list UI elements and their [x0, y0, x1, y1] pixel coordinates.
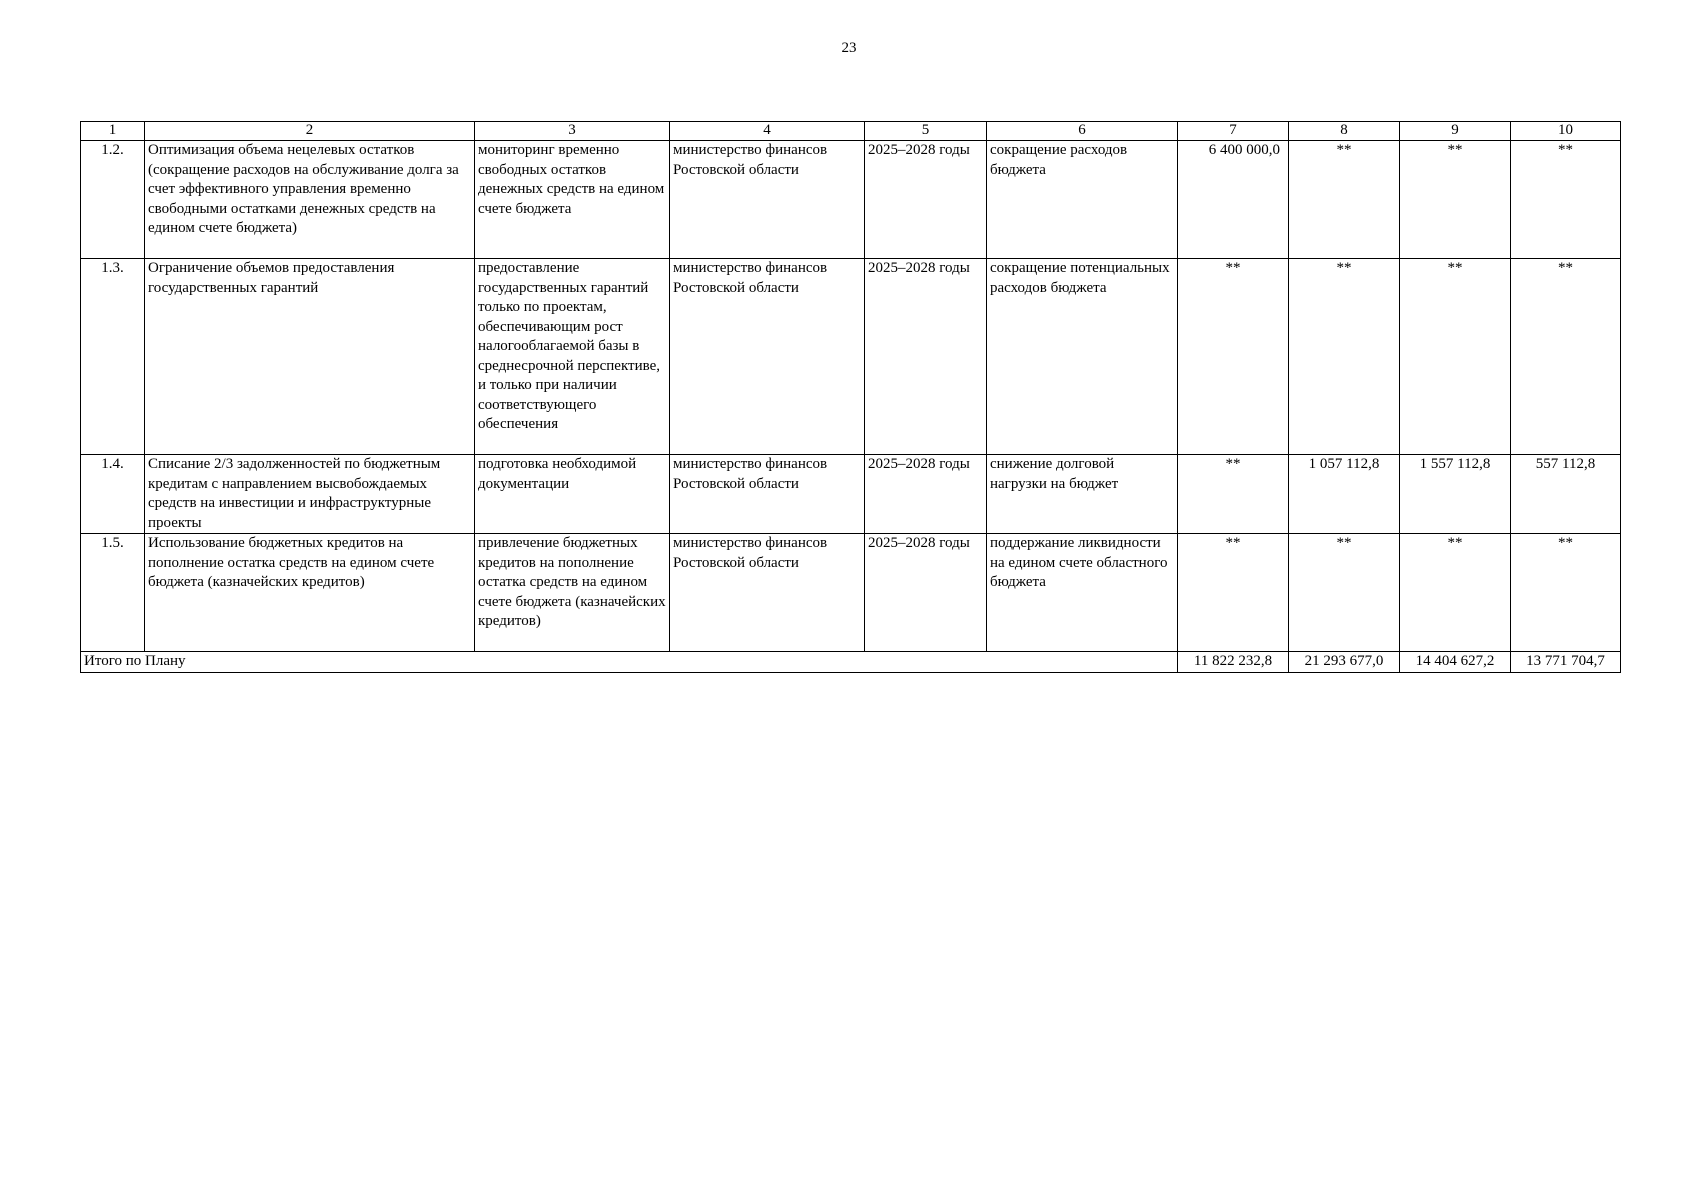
mechanism-cell: предоставление государственных гарантий только по проектам, обеспечивающим рост налогооблагаемой базы в среднесрочной перспективе, и только при наличии соответствующего обеспечения	[475, 259, 670, 455]
row-number: 1.2.	[81, 141, 145, 259]
value-cell-9: **	[1400, 534, 1511, 652]
value-cell-9: 1 557 112,8	[1400, 455, 1511, 534]
measure-cell: Ограничение объемов предоставления государственных гарантий	[145, 259, 475, 455]
table-row	[81, 534, 1621, 652]
column-number: 8	[1289, 122, 1400, 141]
column-number: 6	[987, 122, 1178, 141]
value-cell-10: **	[1511, 534, 1621, 652]
column-number: 9	[1400, 122, 1511, 141]
column-number: 2	[145, 122, 475, 141]
value-cell-9: **	[1400, 141, 1511, 259]
result-cell: поддержание ликвидности на едином счете областного бюджета	[987, 534, 1178, 652]
row-number: 1.4.	[81, 455, 145, 534]
column-number: 4	[670, 122, 865, 141]
total-row	[81, 652, 1621, 673]
column-number: 3	[475, 122, 670, 141]
value-cell-7: **	[1178, 455, 1289, 534]
value-cell-8: **	[1289, 534, 1400, 652]
measures-table	[80, 121, 1621, 673]
total-value-8: 21 293 677,0	[1289, 652, 1400, 673]
value-cell-10: **	[1511, 141, 1621, 259]
value-cell-8: **	[1289, 141, 1400, 259]
result-cell: сокращение потенциальных расходов бюджета	[987, 259, 1178, 455]
value-cell-10: **	[1511, 259, 1621, 455]
mechanism-cell: привлечение бюджетных кредитов на пополнение остатка средств на едином счете бюджета (казначейских кредитов)	[475, 534, 670, 652]
measure-cell: Оптимизация объема нецелевых остатков (сокращение расходов на обслуживание долга за счет эффективного управления временно свободными остатками денежных средств на едином счете бюджета)	[145, 141, 475, 259]
table-row	[81, 141, 1621, 259]
value-cell-9: **	[1400, 259, 1511, 455]
value-cell-7: 6 400 000,0	[1178, 141, 1289, 259]
value-cell-10: 557 112,8	[1511, 455, 1621, 534]
responsible-cell: министерство финансов Ростовской области	[670, 534, 865, 652]
period-cell: 2025–2028 годы	[865, 259, 987, 455]
responsible-cell: министерство финансов Ростовской области	[670, 259, 865, 455]
table-row	[81, 259, 1621, 455]
period-cell: 2025–2028 годы	[865, 455, 987, 534]
measure-cell: Списание 2/3 задолженностей по бюджетным кредитам с направлением высвобождаемых средств на инвестиции и инфраструктурные проекты	[145, 455, 475, 534]
total-label: Итого по Плану	[81, 652, 1178, 673]
mechanism-cell: подготовка необходимой документации	[475, 455, 670, 534]
value-cell-7: **	[1178, 259, 1289, 455]
row-number: 1.5.	[81, 534, 145, 652]
page-number: 23	[841, 40, 857, 56]
value-cell-7: **	[1178, 534, 1289, 652]
responsible-cell: министерство финансов Ростовской области	[670, 141, 865, 259]
period-cell: 2025–2028 годы	[865, 141, 987, 259]
row-number: 1.3.	[81, 259, 145, 455]
column-number: 1	[81, 122, 145, 141]
result-cell: сокращение расходов бюджета	[987, 141, 1178, 259]
value-cell-8: 1 057 112,8	[1289, 455, 1400, 534]
column-number: 5	[865, 122, 987, 141]
result-cell: снижение долговой нагрузки на бюджет	[987, 455, 1178, 534]
table-row	[81, 455, 1621, 534]
period-cell: 2025–2028 годы	[865, 534, 987, 652]
value-cell-8: **	[1289, 259, 1400, 455]
responsible-cell: министерство финансов Ростовской области	[670, 455, 865, 534]
column-number-row	[81, 122, 1621, 141]
column-number: 10	[1511, 122, 1621, 141]
column-number: 7	[1178, 122, 1289, 141]
total-value-10: 13 771 704,7	[1511, 652, 1621, 673]
measure-cell: Использование бюджетных кредитов на пополнение остатка средств на едином счете бюджета (казначейских кредитов)	[145, 534, 475, 652]
mechanism-cell: мониторинг временно свободных остатков денежных средств на едином счете бюджета	[475, 141, 670, 259]
total-value-7: 11 822 232,8	[1178, 652, 1289, 673]
total-value-9: 14 404 627,2	[1400, 652, 1511, 673]
